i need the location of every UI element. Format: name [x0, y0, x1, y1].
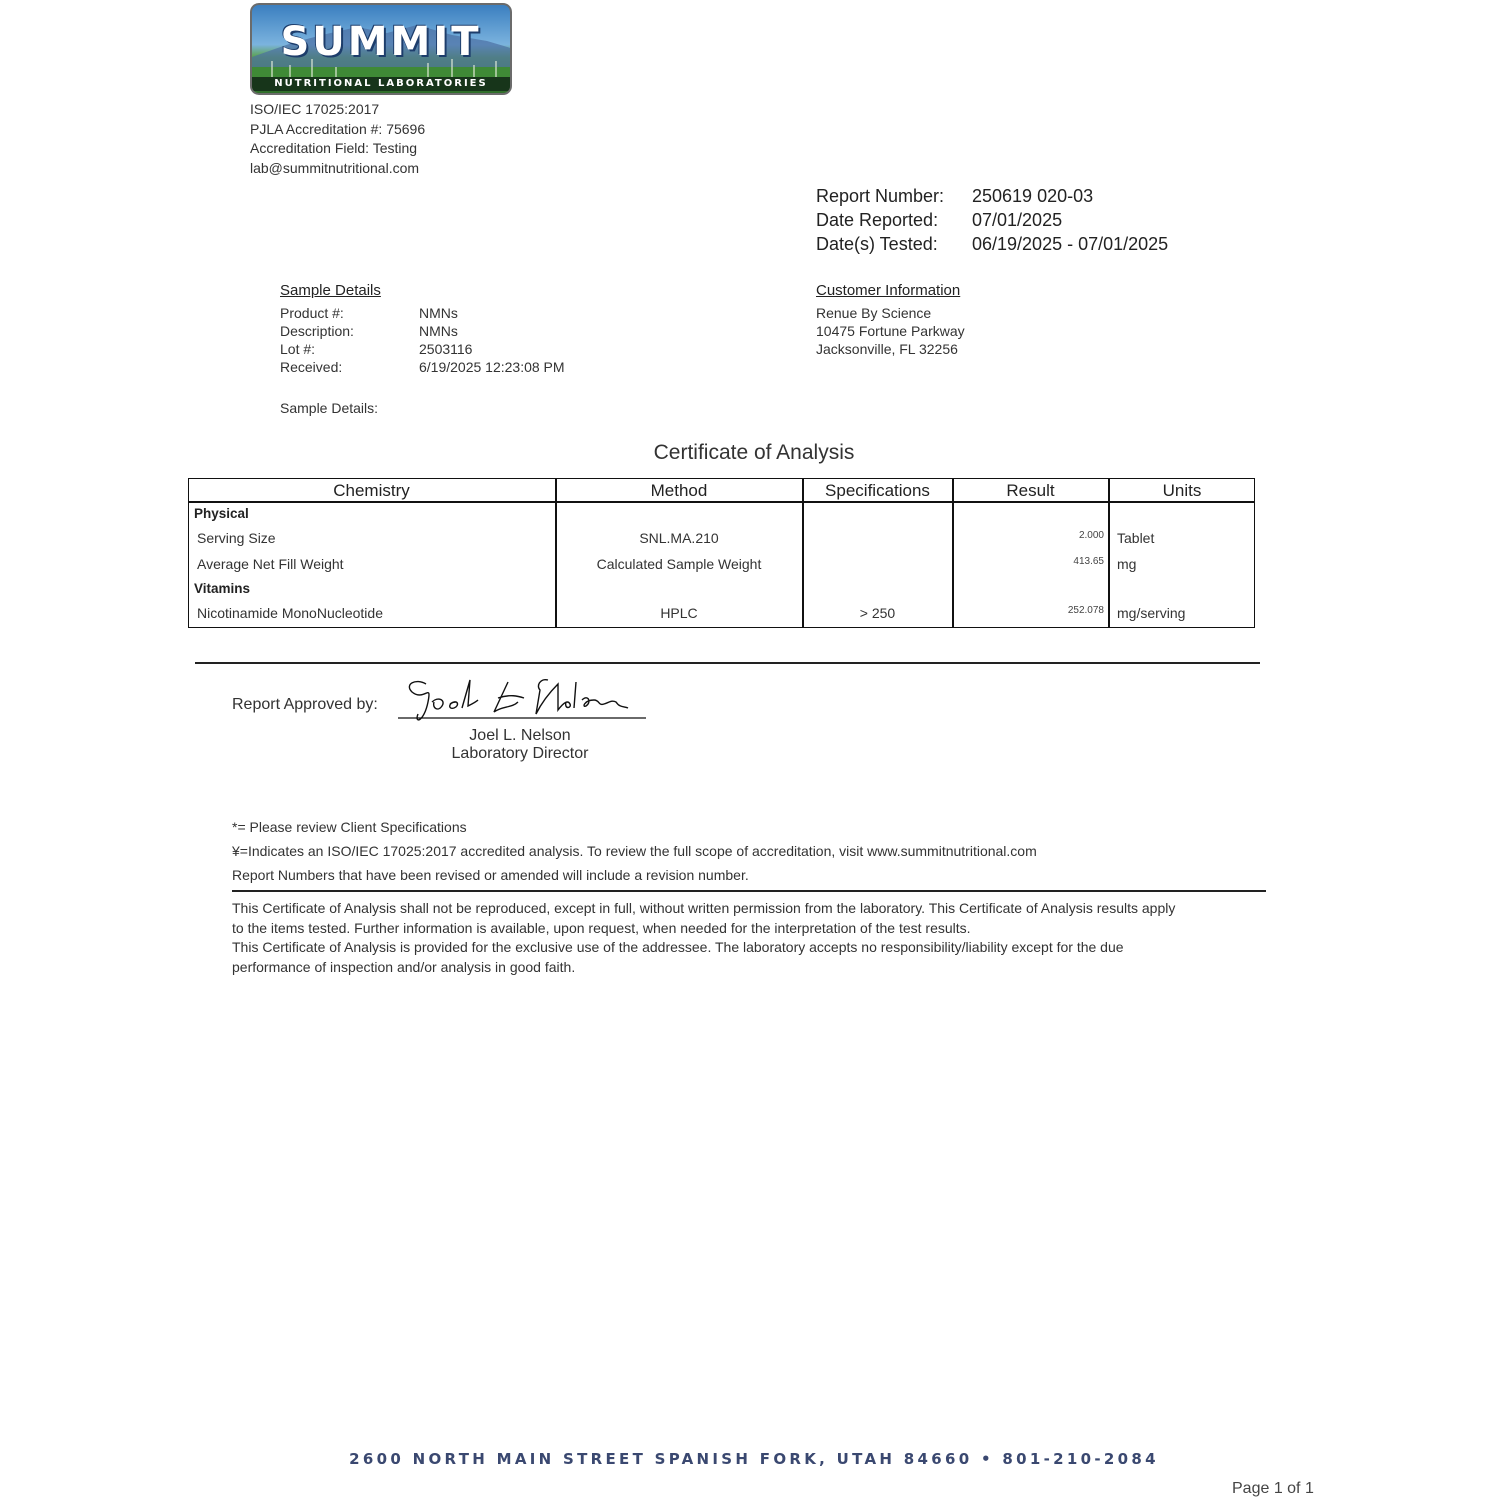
table-row-units: mg — [1117, 556, 1137, 572]
header-method: Method — [650, 481, 708, 500]
sample-details — [280, 281, 565, 376]
received-label: Received: — [280, 359, 343, 375]
customer-name: Renue By Science — [816, 305, 932, 321]
table-row-result: 252.078 — [1067, 605, 1104, 616]
certificate-title: Certificate of Analysis — [653, 441, 855, 464]
disclaimer-line: to the items tested. Further information is available, upon request, when needed for the interpretation of the test results. — [232, 919, 971, 936]
sample-details-title: Sample Details — [280, 282, 381, 299]
date-reported-row — [816, 208, 1168, 232]
date-reported-label: Date Reported: — [816, 210, 939, 230]
header-specifications: Specifications — [825, 481, 930, 500]
lab-accreditation-field: Accreditation Field: Testing — [250, 140, 418, 156]
table-row-spec: > 250 — [859, 605, 896, 621]
notes-divider — [232, 890, 1266, 892]
page-number: Page 1 of 1 — [1232, 1480, 1314, 1497]
lot-value: 2503116 — [419, 341, 473, 357]
description-value: NMNs — [419, 323, 458, 339]
notes — [232, 815, 1037, 887]
customer-address-line1: 10475 Fortune Parkway — [816, 323, 965, 339]
customer-information — [816, 281, 965, 358]
report-number-label: Report Number: — [816, 186, 945, 206]
report-number-row — [816, 184, 1168, 208]
note-revision-number: Report Numbers that have been revised or amended will include a revision number. — [232, 867, 749, 883]
approver-title: Laboratory Director — [451, 745, 589, 762]
footer-address: 2600 NORTH MAIN STREET SPANISH FORK, UTAH 84660 • 801-210-2084 — [349, 1450, 1159, 1468]
group-label-physical: Physical — [194, 506, 249, 521]
report-number-value: 250619 020-03 — [972, 186, 1094, 206]
product-label: Product #: — [280, 305, 344, 321]
description-label: Description: — [280, 323, 354, 339]
table-row-units: Tablet — [1117, 530, 1155, 546]
logo-subtitle: NUTRITIONAL LABORATORIES — [252, 77, 510, 91]
group-label-vitamins: Vitamins — [194, 581, 251, 596]
table-row-method: SNL.MA.210 — [639, 530, 719, 546]
dates-tested-row — [816, 232, 1168, 256]
section-divider — [195, 662, 1260, 664]
table-row-result: 2.000 — [1078, 530, 1104, 541]
disclaimer — [232, 899, 1252, 977]
header-units: Units — [1162, 481, 1202, 500]
signature-joel-l-nelson — [398, 672, 650, 728]
note-accredited-analysis: ¥=Indicates an ISO/IEC 17025:2017 accredited analysis. To review the full scope of accreditation, visit www.summitnutritional.com — [232, 843, 1037, 859]
date-reported-value: 07/01/2025 — [972, 210, 1063, 230]
summit-logo — [250, 3, 512, 95]
header-result: Result — [1006, 481, 1055, 500]
table-row-chemistry: Nicotinamide MonoNucleotide — [197, 605, 383, 621]
approver-name: Joel L. Nelson — [469, 727, 571, 744]
lab-accreditation-standard: ISO/IEC 17025:2017 — [250, 101, 380, 117]
table-row-result: 413.65 — [1073, 556, 1104, 567]
header-chemistry: Chemistry — [333, 481, 410, 500]
received-value: 6/19/2025 12:23:08 PM — [419, 359, 565, 375]
customer-information-title: Customer Information — [816, 282, 961, 299]
table-row-units: mg/serving — [1117, 605, 1186, 621]
lot-label: Lot #: — [280, 341, 316, 357]
approved-by-label: Report Approved by: — [232, 696, 378, 713]
dates-tested-label: Date(s) Tested: — [816, 234, 938, 254]
approver — [420, 727, 620, 763]
table-row-method: Calculated Sample Weight — [596, 556, 762, 572]
note-client-specifications: *= Please review Client Specifications — [232, 819, 467, 835]
customer-address-line2: Jacksonville, FL 32256 — [816, 341, 958, 357]
disclaimer-line: performance of inspection and/or analysis in good faith. — [232, 958, 576, 975]
lab-info — [250, 100, 425, 178]
disclaimer-line: This Certificate of Analysis shall not be reproduced, except in full, without written permission from the laboratory. This Certificate of Analysis results apply — [232, 900, 1176, 916]
report-meta — [816, 184, 1168, 256]
table-row-method: HPLC — [660, 605, 698, 621]
dates-tested-value: 06/19/2025 - 07/01/2025 — [972, 234, 1169, 254]
product-value: NMNs — [419, 305, 458, 321]
lab-accreditation-number: PJLA Accreditation #: 75696 — [250, 120, 426, 137]
table-row-chemistry: Serving Size — [197, 530, 276, 546]
logo-wordmark: SUMMIT — [280, 19, 482, 65]
lab-email: lab@summitnutritional.com — [250, 159, 420, 176]
disclaimer-line: This Certificate of Analysis is provided for the exclusive use of the addressee. The laboratory accepts no responsibility/liability except for the due — [232, 939, 1124, 955]
sample-details-note: Sample Details: — [280, 400, 379, 416]
table-row-chemistry: Average Net Fill Weight — [197, 556, 344, 572]
